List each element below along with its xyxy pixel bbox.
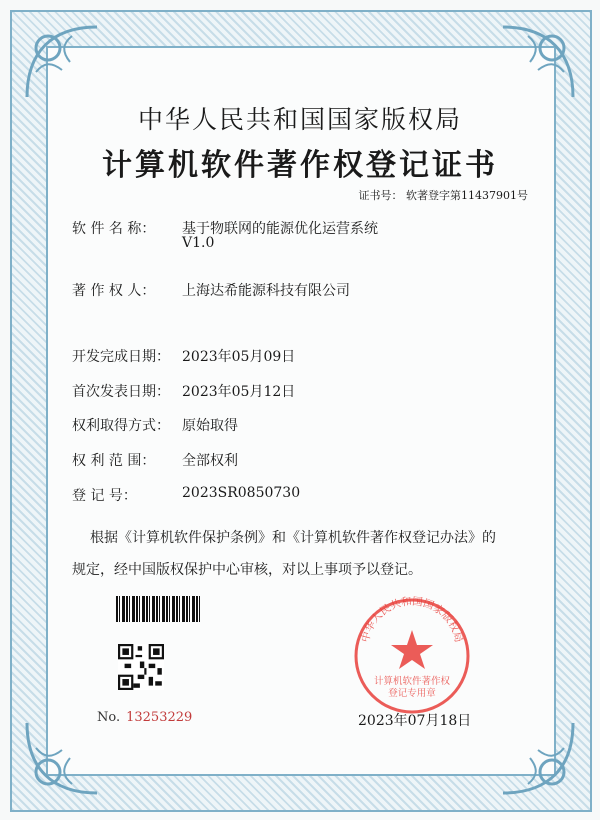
rights-acquisition-label: 权利取得方式：: [72, 418, 170, 434]
rights-acquisition-row: [72, 415, 238, 435]
rights-scope-label: 权 利 范 围：: [72, 453, 156, 469]
first-publish-date-value: 2023年05月12日: [182, 384, 296, 400]
star-icon: [391, 630, 433, 669]
development-date-label: 开发完成日期：: [72, 349, 170, 365]
statement-paragraph: [72, 522, 532, 586]
certificate-title: 计算机软件著作权登记证书: [102, 148, 498, 183]
registration-no-value: 2023SR0850730: [182, 485, 301, 501]
copyright-owner-label: 著 作 权 人：: [72, 283, 156, 299]
first-publish-date-row: [72, 381, 295, 401]
certificate-number: [359, 187, 529, 203]
software-version: V1.0: [182, 235, 215, 251]
corner-ornament-icon: [498, 718, 578, 798]
statement-line-2: 规定，经中国版权保护中心审核，对以上事项予以登记。: [72, 562, 422, 578]
seal-inner-text-1: 计算机软件著作权: [373, 676, 451, 687]
development-date-value: 2023年05月09日: [182, 349, 296, 365]
serial-value: 13253229: [126, 710, 193, 725]
first-publish-date-label: 首次发表日期：: [72, 384, 170, 400]
copyright-owner-row: [72, 280, 350, 300]
corner-ornament-icon: [22, 22, 102, 102]
seal-inner-text-2: 登记专用章: [388, 688, 436, 699]
barcode-icon: [116, 596, 200, 622]
software-name-label: 软 件 名 称：: [72, 221, 156, 237]
seal-outer-text: 中华人民共和国国家版权局: [359, 596, 465, 644]
rights-scope-value: 全部权利: [182, 453, 238, 469]
corner-ornament-icon: [498, 22, 578, 102]
development-date-row: [72, 346, 295, 366]
issue-date: 2023年07月18日: [358, 713, 472, 729]
qr-code-icon: [118, 644, 164, 690]
serial-number: [97, 710, 192, 725]
serial-prefix: No.: [97, 710, 121, 725]
official-seal: [352, 596, 472, 716]
software-name-value: 基于物联网的能源优化运营系统: [182, 221, 378, 237]
rights-acquisition-value: 原始取得: [182, 418, 238, 434]
certificate-number-label: 证书号：: [358, 189, 403, 202]
copyright-owner-value: 上海达希能源科技有限公司: [182, 283, 350, 299]
statement-line-1: 根据《计算机软件保护条例》和《计算机软件著作权登记办法》的: [90, 530, 496, 546]
corner-ornament-icon: [22, 718, 102, 798]
certificate-number-value: 软著登字第11437901号: [406, 189, 528, 202]
rights-scope-row: [72, 450, 238, 470]
registration-no-label: 登 记 号：: [72, 488, 137, 504]
registration-no-row: [72, 485, 300, 505]
software-version-row: [72, 235, 214, 251]
issuer-title: 中华人民共和国国家版权局: [137, 105, 462, 134]
